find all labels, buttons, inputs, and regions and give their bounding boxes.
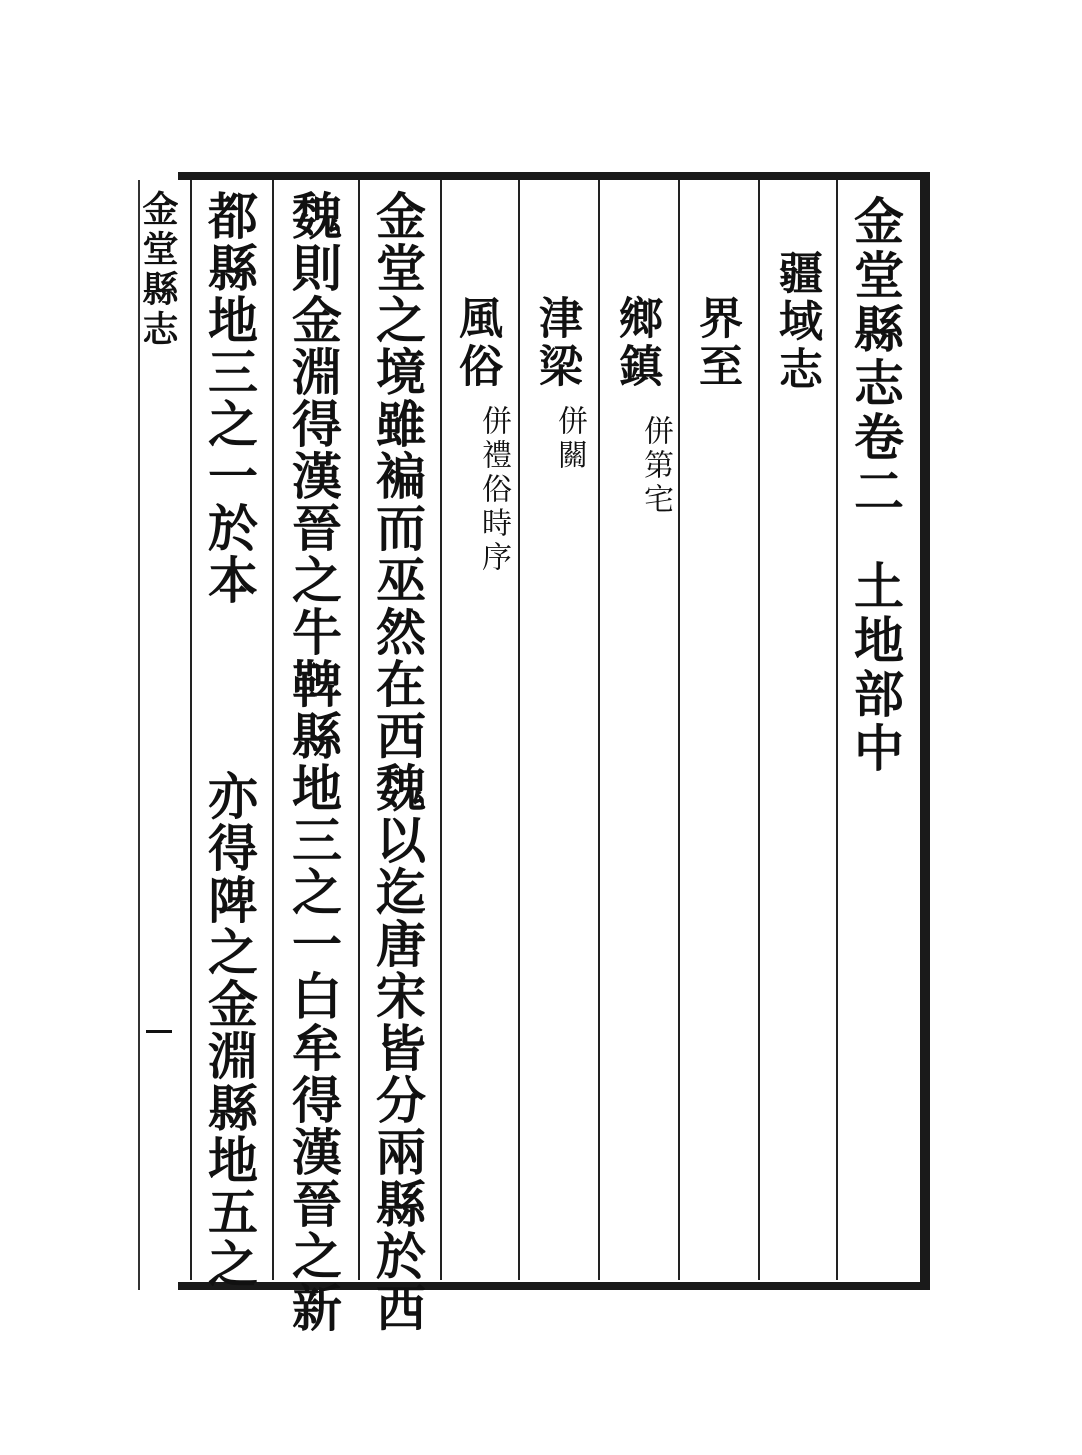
column-rule	[598, 180, 600, 1280]
heading-note-fengsu: 併禮俗時序	[476, 405, 511, 575]
column-rule	[758, 180, 760, 1280]
heading-fengsu: 風俗	[451, 295, 502, 391]
column-rule	[358, 180, 360, 1280]
column-rule	[518, 180, 520, 1280]
body-column: 魏則金淵得漢晉之牛鞞縣地三之一白牟得漢晉之新	[284, 190, 343, 1334]
column-rule	[440, 180, 442, 1280]
body-column: 亦得陴之金淵縣地五之	[200, 770, 259, 1290]
heading-jiangyu: 疆域志	[771, 250, 822, 394]
spine-label: 金堂縣志	[137, 190, 179, 350]
heading-note-jinliang: 併關	[552, 405, 587, 473]
column-rule	[678, 180, 680, 1280]
page-number	[146, 1030, 172, 1033]
column-rule	[272, 180, 274, 1280]
section-title: 土地部中	[846, 560, 905, 776]
book-title: 金堂縣志卷二	[846, 195, 905, 519]
body-column: 金堂之境雖褊而巫然在西魏以迄唐宋皆分兩縣於西	[368, 190, 427, 1334]
heading-jinliang: 津梁	[531, 295, 582, 391]
body-column: 都縣地三之一於本	[200, 190, 259, 606]
column-rule	[190, 180, 192, 1280]
column-rule	[836, 180, 838, 1280]
heading-xiangzhen: 鄉鎮	[611, 295, 662, 391]
heading-jiezhi: 界至	[691, 295, 742, 391]
heading-note-xiangzhen: 併第宅	[638, 415, 673, 517]
